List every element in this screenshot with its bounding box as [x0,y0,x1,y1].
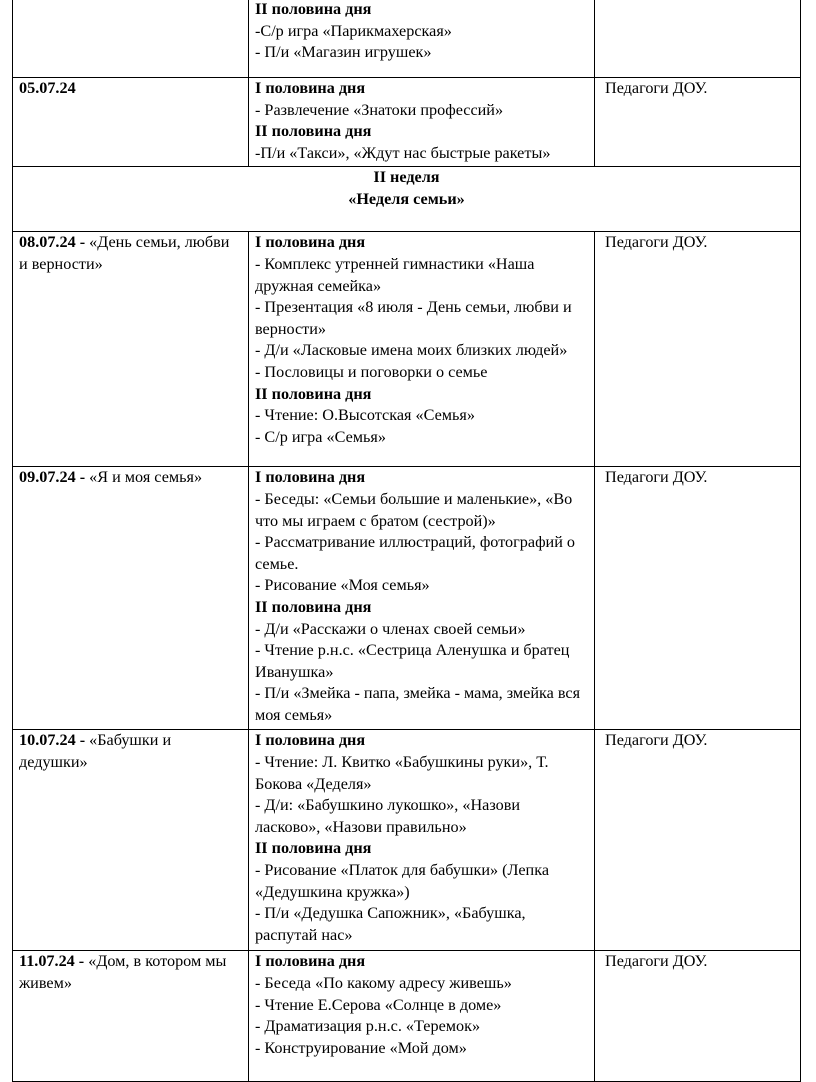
period-heading: II половина дня [255,384,372,403]
responsible: Педагоги ДОУ. [605,79,708,97]
activity-item: - Д/и «Расскажи о членах своей семьи» [255,619,526,638]
date-cell [13,467,249,730]
activity-item: - С/р игра «Семья» [255,427,386,446]
responsible-cell [595,467,801,730]
activity-item: - Пословицы и поговорки о семье [255,362,488,381]
date-cell [13,232,249,467]
activities-cell [249,467,595,730]
period-heading: II половина дня [255,597,372,616]
table-row [13,730,801,951]
responsible-cell [595,232,801,467]
activity-item: -С/р игра «Парикмахерская» [255,21,452,40]
activities-cell [249,730,595,951]
activity-item: - Чтение: О.Высотская «Семья» [255,406,475,425]
activity-item: - Чтение Е.Серова «Солнце в доме» [255,995,502,1014]
activity-item: - Д/и: «Бабушкино лукошко», «Назови ласково», «Назови правильно» [255,796,521,836]
period-heading: I половина дня [255,952,366,971]
activity-item: - П/и «Магазин игрушек» [255,43,432,62]
responsible-cell [595,0,801,78]
activity-item: - Рисование «Моя семья» [255,576,430,595]
activity-item: - Д/и «Ласковые имена моих близких людей» [255,341,568,360]
table-row [13,951,801,1082]
activities-cell [249,951,595,1082]
activity-item: - Чтение: Л. Квитко «Бабушкины руки», Т. Бокова «Деделя» [255,752,549,793]
activity-item: -П/и «Такси», «Ждут нас быстрые ракеты» [255,143,551,162]
period-heading: I половина дня [255,731,366,750]
period-heading: I половина дня [255,468,366,487]
date: 08.07.24 - [19,233,86,252]
date: 05.07.24 [19,79,76,97]
activity-item: - Беседы: «Семьи большие и маленькие», «Во что мы играем с братом (сестрой)» [255,489,573,530]
plan-table-body [13,0,801,1082]
table-row [13,232,801,467]
table-row [13,0,801,78]
week-header-row [13,167,801,232]
day-theme: «Бабушки и дедушки» [19,731,172,771]
date: 11.07.24 - [19,952,85,971]
date: 10.07.24 - [19,731,86,750]
table-row [13,78,801,167]
week-header-cell [13,167,801,232]
responsible: Педагоги ДОУ. [605,468,708,487]
period-heading: II половина дня [255,122,372,141]
week-title: II неделя [373,168,440,187]
table-row [13,467,801,730]
activity-item: - Рисование «Платок для бабушки» (Лепка «Дедушкина кружка») [255,860,550,901]
date-cell [13,951,249,1082]
day-theme: «Дом, в котором мы живем» [19,952,227,992]
plan-table [12,0,801,1082]
activity-item: - Презентация «8 июля - День семьи, любви и верности» [255,298,572,338]
activities-cell [249,78,595,167]
period-heading: I половина дня [255,79,366,97]
activity-item: - Развлечение «Знатоки профессий» [255,100,504,119]
activities-cell [249,0,595,78]
day-theme: «Я и моя семья» [89,468,203,487]
activity-item: - Конструирование «Мой дом» [255,1038,467,1057]
date-cell [13,78,249,167]
responsible-cell [595,951,801,1082]
week-subtitle: «Неделя семьи» [348,189,465,208]
responsible: Педагоги ДОУ. [605,731,708,750]
responsible-cell [595,78,801,167]
activity-item: - Рассматривание иллюстраций, фотографий о семье. [255,533,576,573]
activity-item: - Комплекс утренней гимнастики «Наша дружная семейка» [255,254,535,295]
responsible-cell [595,730,801,951]
activity-item: - Беседа «По какому адресу живешь» [255,973,512,992]
activity-item: - П/и «Дедушка Сапожник», «Бабушка, распутай нас» [255,904,526,944]
activity-item: - Чтение р.н.с. «Сестрица Аленушка и братец Иванушка» [255,641,570,681]
responsible: Педагоги ДОУ. [605,952,708,971]
period-heading: I половина дня [255,233,366,252]
date-cell [13,730,249,951]
activities-cell [249,232,595,467]
period-heading: II половина дня [255,839,372,858]
responsible: Педагоги ДОУ. [605,233,708,252]
activity-item: - Драматизация р.н.с. «Теремок» [255,1017,481,1036]
date-cell [13,0,249,78]
date: 09.07.24 - [19,468,86,487]
activity-item: - П/и «Змейка - папа, змейка - мама, змейка вся моя семья» [255,684,581,724]
period-heading: II половина дня [255,0,372,18]
day-theme: «День семьи, любви и верности» [19,233,230,273]
